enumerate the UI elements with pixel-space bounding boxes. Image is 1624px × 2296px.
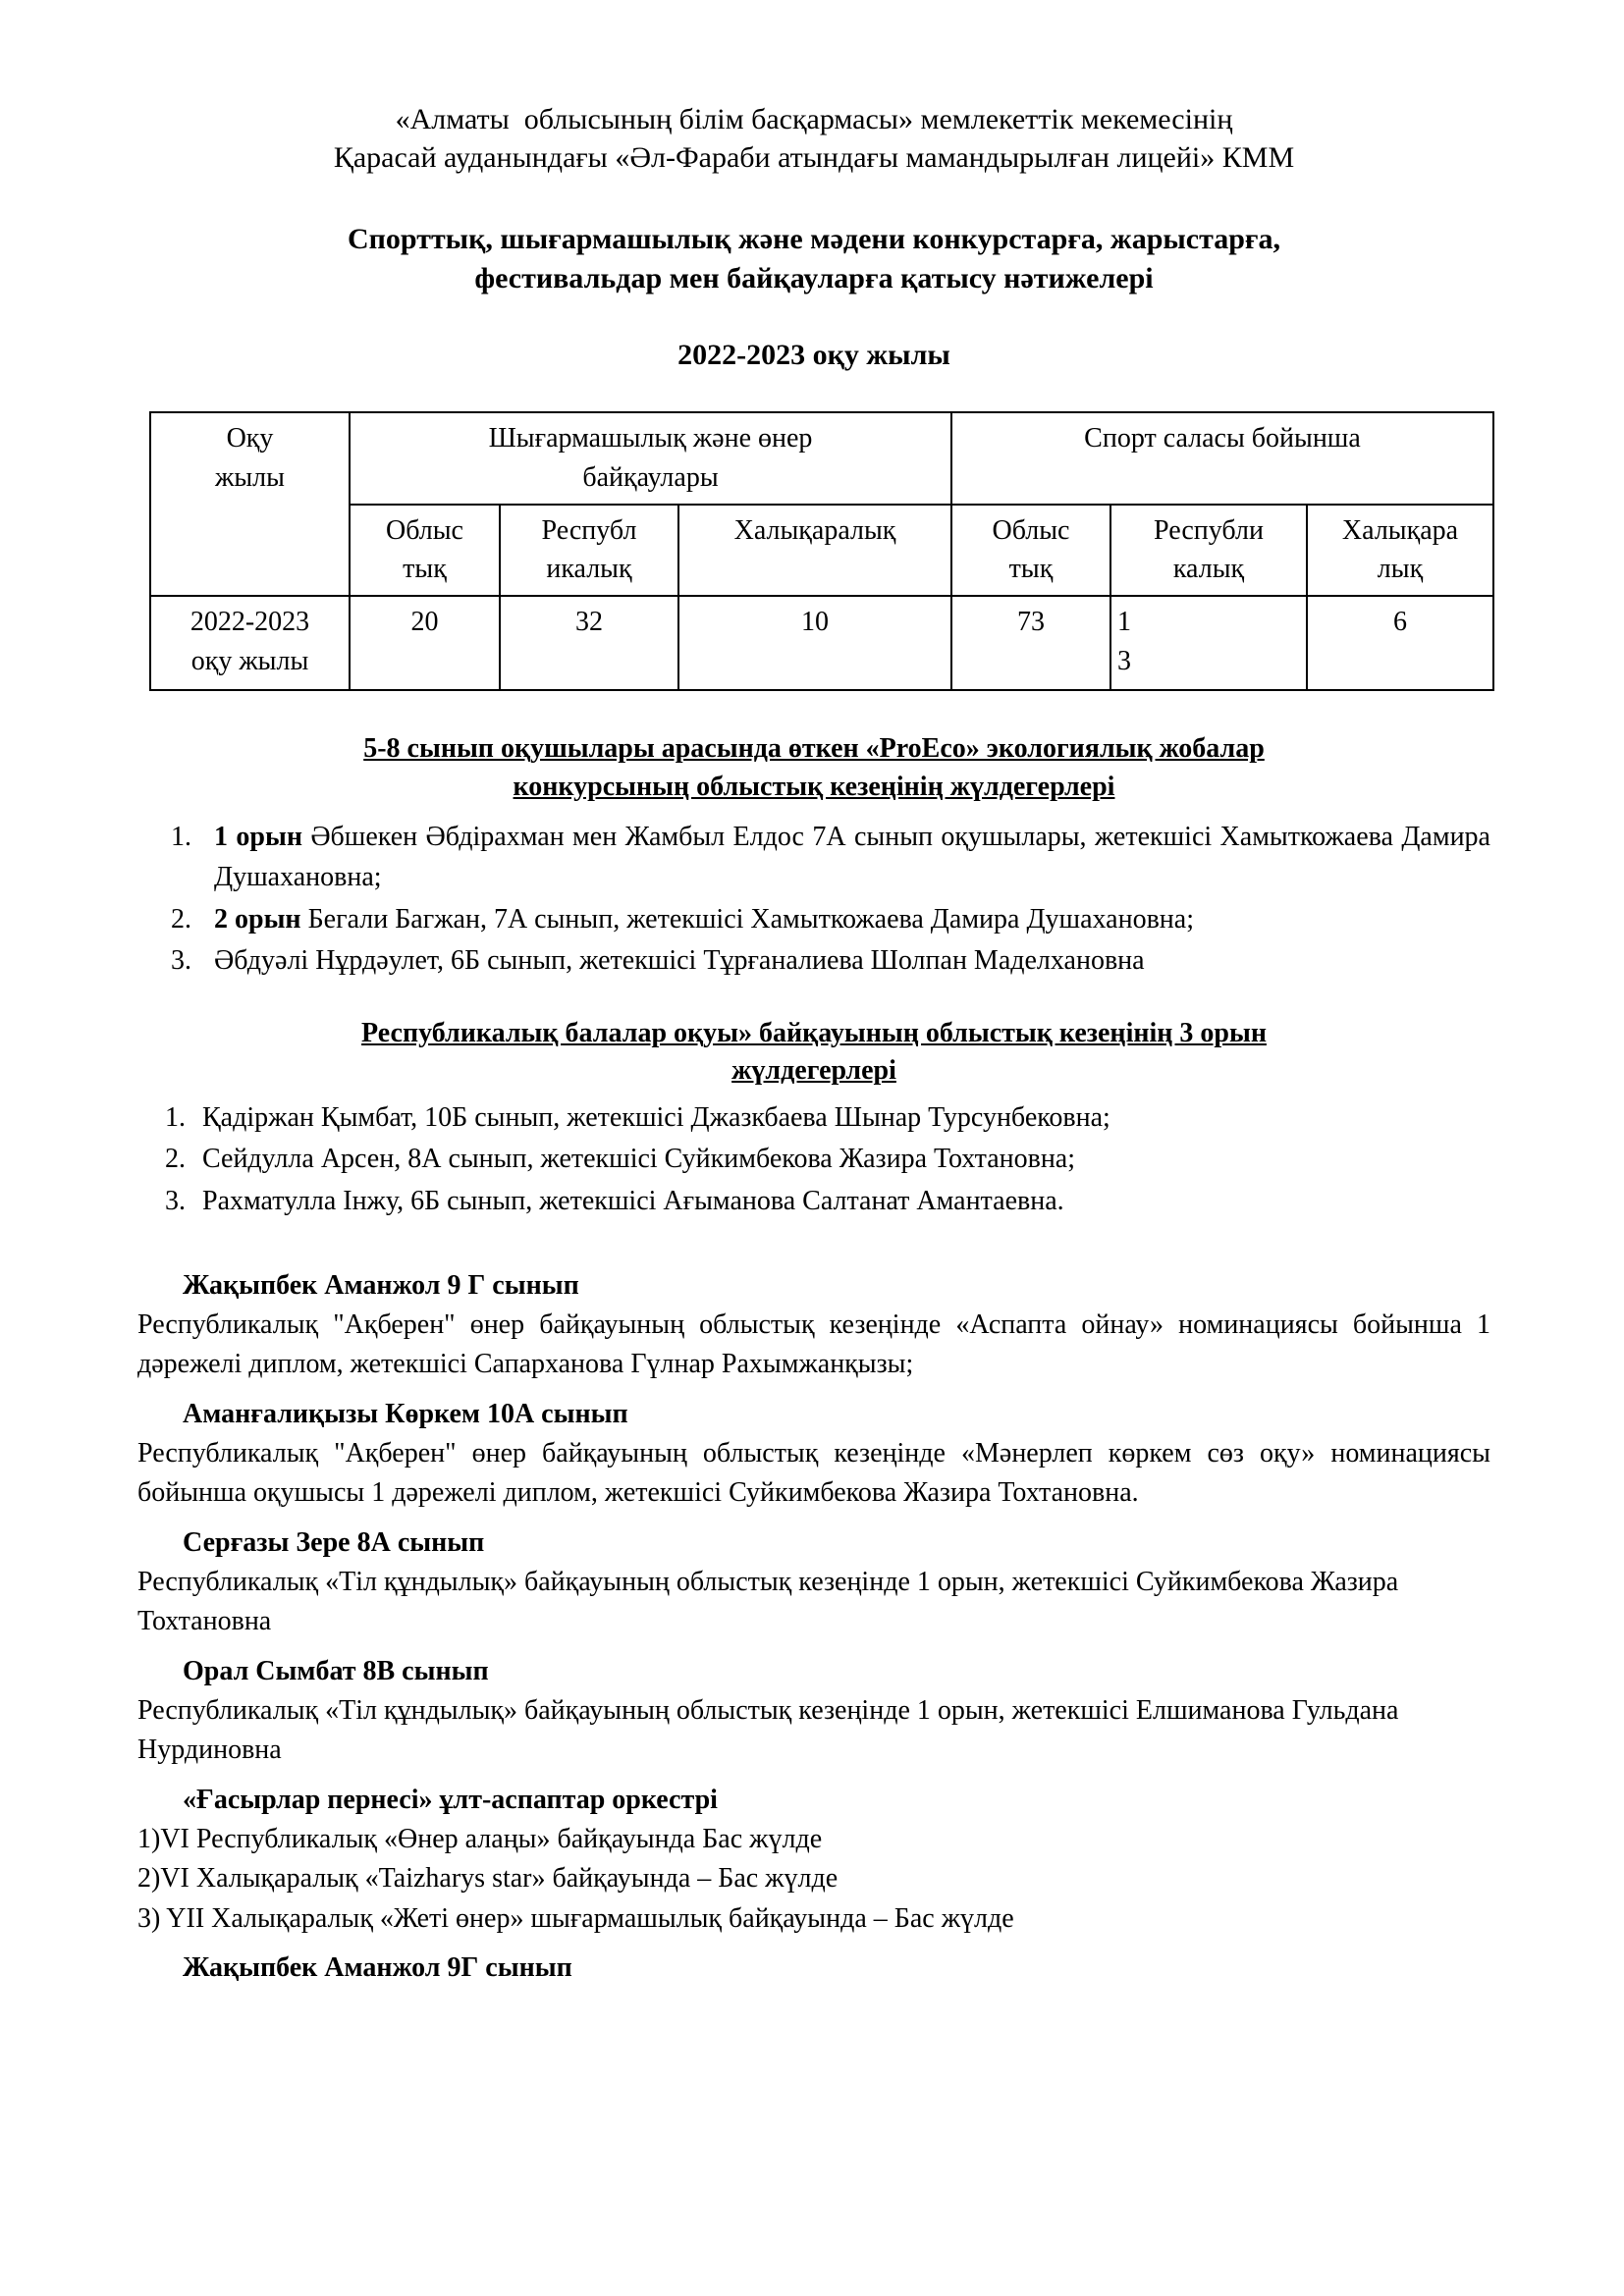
header-group-creative-line-1: Шығармашылық және өнер	[488, 423, 813, 454]
cell-academic-year-line-2: оқу жылы	[190, 645, 309, 676]
cell-sport-republican	[1110, 596, 1307, 690]
section-heading-balalar-oquy-line-2: жүлдегерлері	[731, 1055, 896, 1087]
list-item-text: Әбшекен Әбдірахман мен Жамбыл Елдос 7А сынып оқушылары, жетекшісі Хамыткожаева Дамира Душахановна;	[214, 822, 1490, 893]
achievement-description: Республикалық «Тіл құндылық» байқауының облыстық кезеңінде 1 орын, жетекшісі Суйкимбекова Жазира Тохтановна	[137, 1566, 1399, 1637]
list-item-text: Қадіржан Қымбат, 10Б сынып, жетекшісі Джазкбаева Шынар Турсунбековна;	[202, 1102, 1110, 1134]
list-item	[198, 941, 1490, 982]
header-creative-international-line-1: Халықаралық	[733, 514, 896, 546]
orchestra-award-line: 2)VI Халықаралық «Taizharys star» байқауында – Бас жүлде	[137, 1863, 839, 1895]
cell-sport-republican-line-2: 3	[1117, 645, 1131, 676]
cell-creative-international: 10	[678, 596, 951, 690]
list-item-place: 1 орын	[214, 822, 302, 853]
document-title-line-1: Спорттық, шығармашылық және мәдени конкурстарға, жарыстарға,	[347, 223, 1281, 255]
list-item-text: Рахматулла Інжу, 6Б сынып, жетекшісі Ағыманова Салтанат Амантаевна.	[202, 1185, 1064, 1216]
header-sport-regional-line-1: Облыс	[992, 514, 1070, 546]
header-sport-international-line-2: лық	[1377, 554, 1424, 585]
list-item	[198, 818, 1490, 897]
list-item	[192, 1140, 1490, 1179]
header-sport-international	[1307, 505, 1493, 597]
section-heading-proeco	[181, 730, 1447, 806]
header-group-creative-line-2: байқаулары	[582, 461, 719, 493]
list-item-text: Әбдуәлі Нұрдәулет, 6Б сынып, жетекшісі Тұрғаналиева Шолпан Маделхановна	[214, 945, 1145, 977]
document-title-line-2: фестивальдар мен байқауларға қатысу нәтижелері	[474, 261, 1154, 294]
achievement-student-name: Орал Сымбат 8В сынып	[183, 1655, 489, 1686]
header-academic-year	[150, 412, 350, 596]
achievement-student-name: Серғазы Зере 8А сынып	[183, 1526, 485, 1558]
header-creative-regional	[350, 505, 500, 597]
cell-academic-year-line-1: 2022-2023	[189, 607, 310, 638]
header-sport-republican	[1110, 505, 1307, 597]
list-item-text: Бегали Багжан, 7А сынып, жетекшісі Хамыткожаева Дамира Душахановна;	[300, 903, 1194, 934]
header-academic-year-line-2: жылы	[215, 461, 285, 493]
table-row	[150, 596, 1493, 690]
list-item-text: Сейдулла Арсен, 8А сынып, жетекшісі Суйкимбекова Жазира Тохтановна;	[202, 1144, 1076, 1175]
cell-creative-republican: 32	[500, 596, 678, 690]
header-creative-regional-line-1: Облыс	[386, 514, 463, 546]
header-sport-republican-line-1: Республи	[1154, 514, 1264, 546]
header-creative-republican-line-2: икалық	[546, 554, 632, 585]
cell-sport-regional: 73	[951, 596, 1110, 690]
cell-academic-year	[150, 596, 350, 690]
header-sport-republican-line-2: калық	[1172, 554, 1245, 585]
table-header-row-groups	[150, 412, 1493, 505]
section-heading-proeco-line-2: конкурсының облыстық кезеңінің жүлдегерлері	[513, 771, 1115, 802]
table-header-row-levels	[150, 505, 1493, 597]
achievement-block	[137, 1395, 1490, 1514]
header-creative-international	[678, 505, 951, 597]
header-sport-regional	[951, 505, 1110, 597]
institution-header-line-2: Қарасай ауданындағы «Әл-Фараби атындағы мамандырылған лицейі» КММ	[333, 141, 1295, 174]
achievement-block	[137, 1266, 1490, 1385]
trailing-achievement-block	[137, 1949, 1490, 1988]
proeco-winners-list	[137, 818, 1490, 981]
achievement-block	[137, 1652, 1490, 1771]
header-creative-regional-line-2: тық	[403, 554, 447, 585]
header-sport-international-line-1: Халықара	[1341, 514, 1459, 546]
achievement-student-name: Аманғалиқызы Көркем 10А сынып	[183, 1398, 628, 1429]
trailing-student-name: Жақыпбек Аманжол 9Г сынып	[183, 1952, 572, 1984]
section-heading-balalar-oquy	[163, 1015, 1465, 1091]
orchestra-award-line: 3) YII Халықаралық «Жеті өнер» шығармашылық байқауында – Бас жүлде	[137, 1902, 1014, 1934]
header-academic-year-line-1: Оқу	[226, 423, 274, 454]
cell-sport-international: 6	[1307, 596, 1493, 690]
list-item	[198, 900, 1490, 940]
list-item	[192, 1182, 1490, 1221]
header-creative-republican	[500, 505, 678, 597]
achievement-block	[137, 1523, 1490, 1642]
document-title	[137, 220, 1490, 297]
achievement-student-name: Жақыпбек Аманжол 9 Г сынып	[183, 1270, 579, 1301]
section-heading-balalar-oquy-line-1: Республикалық балалар оқуы» байқауының облыстық кезеңінің 3 орын	[361, 1017, 1267, 1048]
cell-sport-republican-line-1: 1	[1117, 607, 1131, 638]
header-group-creative	[350, 412, 951, 505]
section-spacer	[137, 1223, 1490, 1256]
orchestra-award-line: 1)VI Республикалық «Өнер алаңы» байқауында Бас жүлде	[137, 1823, 823, 1854]
orchestra-block	[137, 1781, 1490, 1940]
achievement-description: Республикалық «Тіл құндылық» байқауының облыстық кезеңінде 1 орын, жетекшісі Елшиманова Гульдана Нурдиновна	[137, 1694, 1399, 1766]
institution-header	[137, 100, 1490, 177]
achievement-description: Республикалық "Ақберен" өнер байқауының облыстық кезеңінде «Аспапта ойнау» номинациясы бойынша 1 дәрежелі диплом, жетекшісі Сапарханова Гүлнар Рахымжанқызы;	[137, 1308, 1490, 1380]
section-heading-proeco-line-1: 5-8 сынып оқушылары арасында өткен «ProEco» экологиялық жобалар	[363, 733, 1265, 765]
achievement-description: Республикалық "Ақберен" өнер байқауының облыстық кезеңінде «Мәнерлеп көркем сөз оқу» номинациясы бойынша оқушысы 1 дәрежелі диплом, жетекшісі Суйкимбекова Жазира Тохтановна.	[137, 1437, 1490, 1509]
orchestra-name: «Ғасырлар пернесі» ұлт-аспаптар оркестрі	[183, 1784, 718, 1815]
cell-creative-regional: 20	[350, 596, 500, 690]
institution-header-line-1: «Алматы облысының білім басқармасы» мемлекеттік мекемесінің	[395, 103, 1233, 135]
results-table	[149, 411, 1494, 691]
header-sport-regional-line-2: тық	[1008, 554, 1054, 585]
academic-year-subtitle: 2022-2023 оқу жылы	[677, 339, 950, 372]
header-group-sport-line-1: Спорт саласы бойынша	[1084, 423, 1361, 454]
header-creative-republican-line-1: Республ	[541, 514, 637, 546]
balalar-oquy-winners-list	[137, 1098, 1490, 1221]
header-group-sport	[951, 412, 1493, 505]
list-item	[192, 1098, 1490, 1138]
list-item-place: 2 орын	[214, 903, 301, 934]
